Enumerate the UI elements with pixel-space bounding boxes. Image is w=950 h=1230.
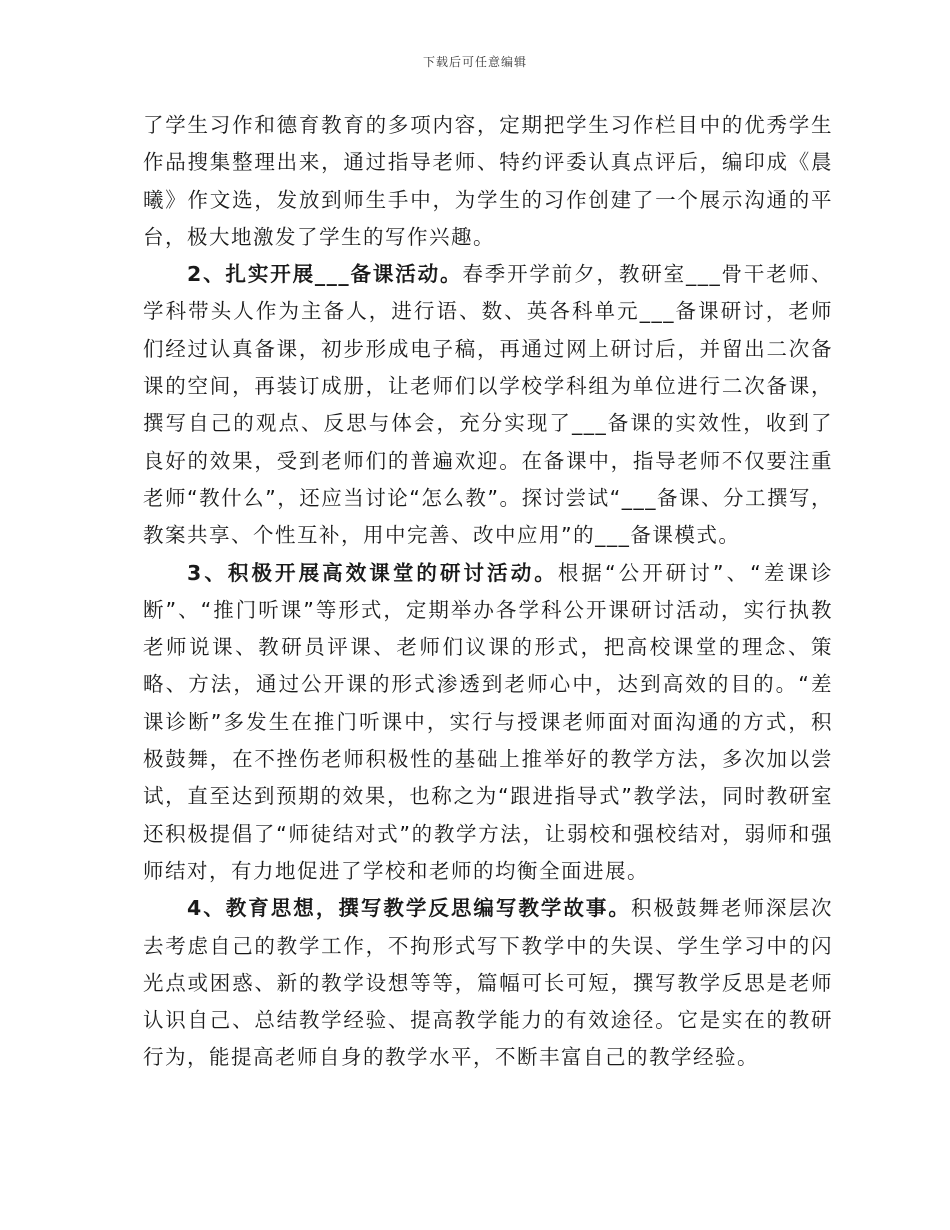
paragraph-heading: 3、积极开展高效课堂的研讨活动。 bbox=[187, 560, 558, 585]
paragraph-collective-lesson-prep bbox=[143, 256, 833, 554]
page-header: 下载后可任意编辑 bbox=[422, 55, 527, 69]
paragraph-body: 积极鼓舞老师深层次去考虑自己的教学工作，不拘形式写下教学中的失误、学生学习中的闪光点或困惑、新的教学设想等等，篇幅可长可短，撰写教学反思是老师认识自己、总结教学经验、提高教学能力的有效途径。它是实在的教研行为，能提高老师自身的教学水平，不断丰富自己的教学经验。 bbox=[143, 896, 834, 1070]
paragraph-heading: 2、扎实开展___备课活动。 bbox=[187, 262, 463, 287]
paragraph-heading: 4、教育思想，撰写教学反思编写教学故事。 bbox=[187, 896, 631, 921]
paragraph-body: 了学生习作和德育教育的多项内容，定期把学生习作栏目中的优秀学生作品搜集整理出来，通过指导老师、特约评委认真点评后，编印成《晨曦》作文选，发放到师生手中，为学生的习作创建了一个展示沟通的平台，极大地激发了学生的写作兴趣。 bbox=[143, 113, 833, 249]
paragraph-continuation bbox=[143, 107, 833, 256]
document-body bbox=[143, 107, 833, 1077]
paragraph-efficient-classroom bbox=[143, 555, 833, 891]
paragraph-teaching-reflection bbox=[143, 890, 833, 1076]
paragraph-body: 春季开学前夕，教研室___骨干老师、学科带头人作为主备人，进行语、数、英各科单元___备课研讨，老师们经过认真备课，初步形成电子稿，再通过网上研讨后，并留出二次备课的空间，再装订成册，让老师们以学校学科组为单位进行二次备课，撰写自己的观点、反思与体会，充分实现了___备课的实效性，收到了良好的效果，受到老师们的普遍欢迎。在备课中，指导老师不仅要注重老师“教什么”，还应当讨论“怎么教”。探讨尝试“___备课、分工撰写，教案共享、个性互补，用中完善、改中应用”的___备课模式。 bbox=[143, 262, 834, 548]
paragraph-body: 根据“公开研讨”、“差课诊断”、“推门听课”等形式，定期举办各学科公开课研讨活动，实行执教老师说课、教研员评课、老师们议课的形式，把高校课堂的理念、策略、方法，通过公开课的形式渗透到老师心中，达到高效的目的。“差课诊断”多发生在推门听课中，实行与授课老师面对面沟通的方式，积极鼓舞，在不挫伤老师积极性的基础上推举好的教学方法，多次加以尝试，直至达到预期的效果，也称之为“跟进指导式”教学法，同时教研室还积极提倡了“师徒结对式”的教学方法，让弱校和强校结对，弱师和强师结对，有力地促进了学校和老师的均衡全面进展。 bbox=[143, 560, 833, 883]
